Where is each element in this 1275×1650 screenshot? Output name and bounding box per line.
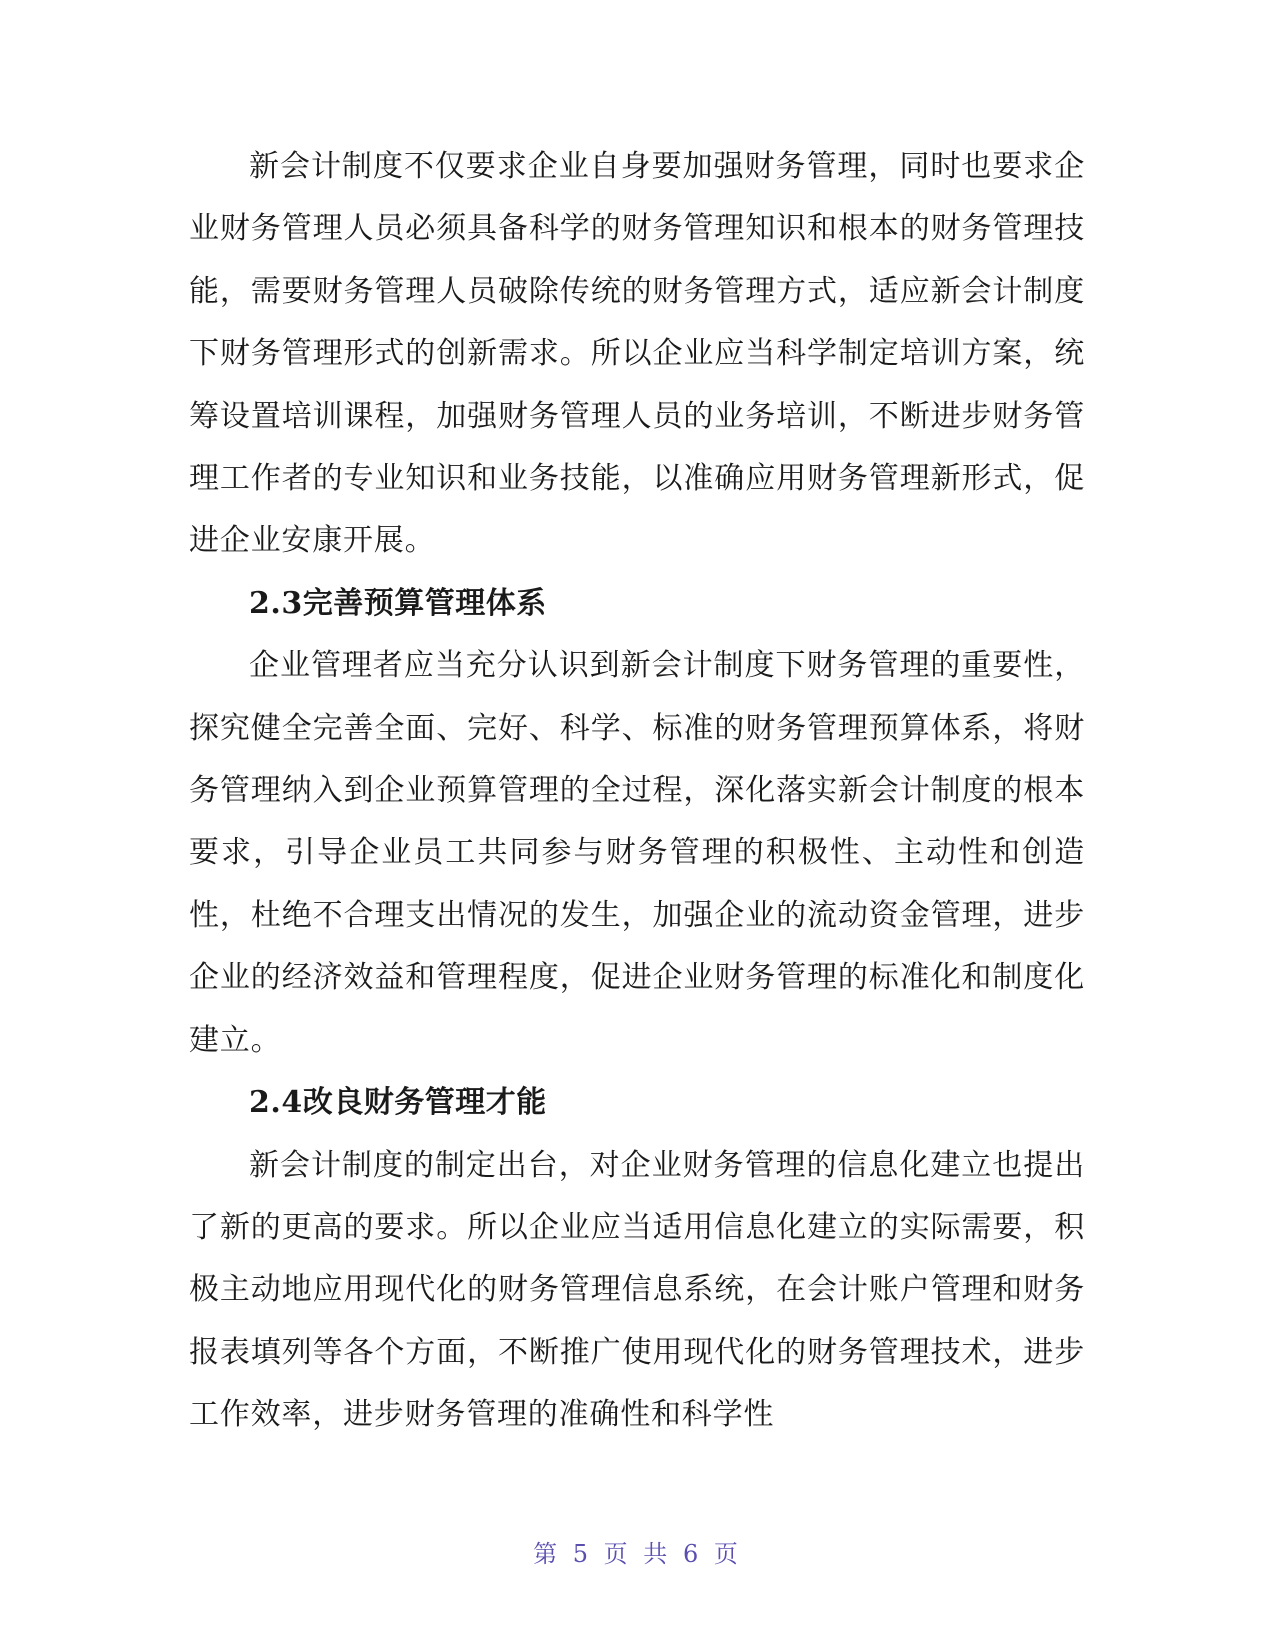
page-number-footer: 第 5 页 共 6 页 xyxy=(533,1540,742,1568)
document-body xyxy=(189,136,1085,1447)
paragraph-training: 新会计制度不仅要求企业自身要加强财务管理，同时也要求企业财务管理人员必须具备科学的财务管理知识和根本的财务管理技能，需要财务管理人员破除传统的财务管理方式，适应新会计制度下财务管理形式的创新需求。所以企业应当科学制定培训方案，统筹设置培训课程，加强财务管理人员的业务培训，不断进步财务管理工作者的专业知识和业务技能，以准确应用财务管理新形式，促进企业安康开展。 xyxy=(189,149,1085,559)
section-heading-2-3: 2.3完善预算管理体系 xyxy=(249,585,547,621)
paragraph-informatization: 新会计制度的制定出台，对企业财务管理的信息化建立也提出了新的更高的要求。所以企业应当适用信息化建立的实际需要，积极主动地应用现代化的财务管理信息系统，在会计账户管理和财务报表填列等各个方面，不断推广使用现代化的财务管理技术，进步工作效率，进步财务管理的准确性和科学性 xyxy=(189,1147,1085,1433)
paragraph-budget: 企业管理者应当充分认识到新会计制度下财务管理的重要性，探究健全完善全面、完好、科学、标准的财务管理预算体系，将财务管理纳入到企业预算管理的全过程，深化落实新会计制度的根本要求，引导企业员工共同参与财务管理的积极性、主动性和创造性，杜绝不合理支出情况的发生，加强企业的流动资金管理，进步企业的经济效益和管理程度，促进企业财务管理的标准化和制度化建立。 xyxy=(189,648,1085,1058)
section-heading-2-4: 2.4改良财务管理才能 xyxy=(249,1085,547,1121)
